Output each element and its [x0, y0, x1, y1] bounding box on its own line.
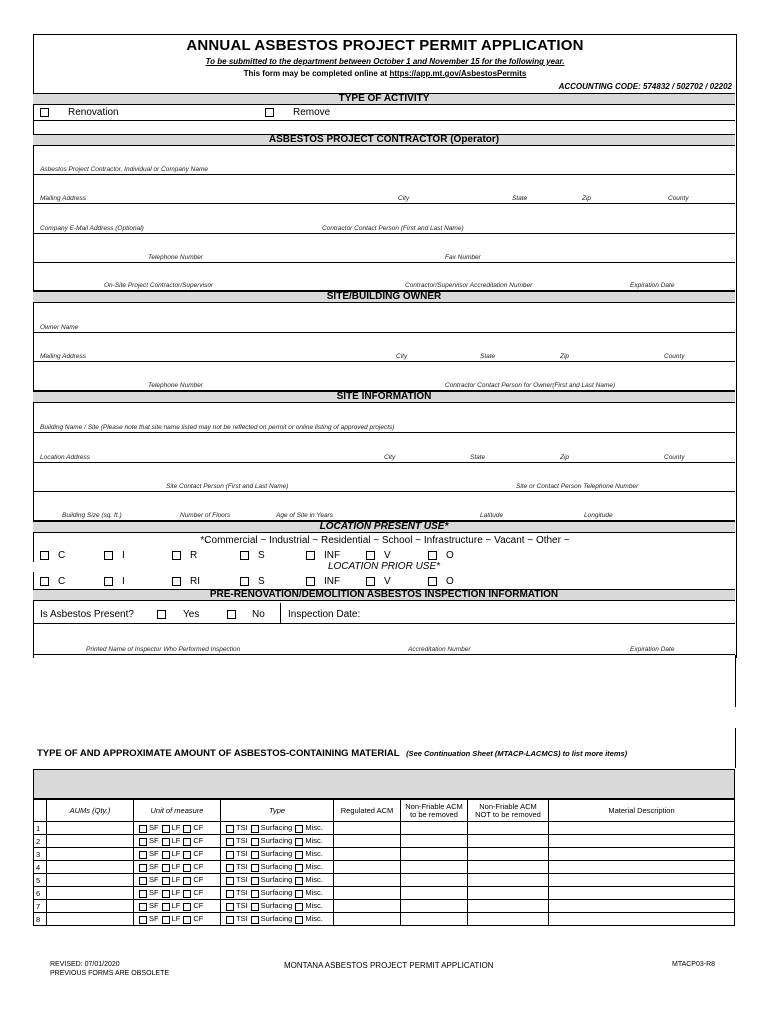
type-label: Misc.: [305, 849, 323, 859]
row-number: 5: [34, 874, 47, 887]
type-label: Misc.: [305, 914, 323, 924]
row-number: 6: [34, 887, 47, 900]
aums-cell[interactable]: [47, 848, 134, 861]
floors-label: Number of Floors: [180, 512, 231, 519]
nonfriable-not-cell[interactable]: [468, 861, 549, 874]
revised-date: REVISED: 07/01/2020: [50, 961, 120, 968]
type-cell: [221, 835, 334, 848]
inspector-name-label: Printed Name of Inspector Who Performed Inspection: [86, 646, 241, 653]
site-state-label: State: [470, 454, 486, 461]
present-checkbox-2[interactable]: [172, 551, 181, 560]
type-label: Surfacing: [260, 875, 293, 885]
acm-row: [34, 887, 735, 900]
row-number: 3: [34, 848, 47, 861]
regulated-cell[interactable]: [334, 887, 401, 900]
unit-checkbox[interactable]: [139, 903, 147, 911]
prior-option-label: V: [384, 576, 391, 587]
acm-note: (See Continuation Sheet (MTACP-LACMCS) to list more items): [406, 749, 628, 758]
unit-label: SF: [149, 901, 159, 911]
accounting-code: ACCOUNTING CODE: 574832 / 502702 / 02202: [558, 82, 732, 91]
prior-checkbox-3[interactable]: [240, 577, 249, 586]
acm-heading: TYPE OF AND APPROXIMATE AMOUNT OF ASBESTOS-CONTAINING MATERIAL: [37, 748, 400, 759]
supervisor-expiration-label: Expiration Date: [630, 282, 675, 289]
contractor-mailing-label: Mailing Address: [40, 195, 87, 202]
unit-cell: [134, 835, 221, 848]
present-option-label: S: [258, 550, 265, 561]
present-checkbox-0[interactable]: [40, 551, 49, 560]
unit-label: LF: [171, 849, 181, 859]
description-cell[interactable]: [549, 848, 735, 861]
unit-checkbox[interactable]: [139, 864, 147, 872]
nonfriable-not-cell[interactable]: [468, 822, 549, 835]
unit-label: CF: [193, 862, 204, 872]
online-note: [0, 69, 770, 78]
description-cell[interactable]: [549, 913, 735, 926]
row-number: 4: [34, 861, 47, 874]
unit-checkbox[interactable]: [162, 903, 170, 911]
type-cell: [221, 913, 334, 926]
type-cell: [221, 848, 334, 861]
unit-label: SF: [149, 823, 159, 833]
unit-checkbox[interactable]: [162, 864, 170, 872]
prior-option-label: C: [58, 576, 66, 587]
aums-cell[interactable]: [47, 887, 134, 900]
asbestos-no-label: No: [252, 609, 265, 620]
contractor-email-label: Company E-Mail Address (Optional): [40, 225, 144, 232]
unit-label: CF: [193, 836, 204, 846]
unit-checkbox[interactable]: [162, 890, 170, 898]
asbestos-yes-label: Yes: [183, 609, 200, 620]
type-label: TSI: [236, 836, 248, 846]
acm-shaded-bar: [33, 769, 735, 799]
type-cell: [221, 874, 334, 887]
unit-checkbox[interactable]: [183, 890, 191, 898]
unit-label: LF: [171, 862, 181, 872]
nonfriable-not-cell[interactable]: [468, 913, 549, 926]
type-label: Misc.: [305, 901, 323, 911]
owner-name-label: Owner Name: [40, 324, 79, 331]
owner-phone-label: Telephone Number: [148, 382, 204, 389]
unit-label: CF: [193, 875, 204, 885]
type-label: Surfacing: [260, 849, 293, 859]
acm-row: [34, 835, 735, 848]
building-size-label: Building Size (sq. ft.): [62, 512, 122, 519]
type-label: Surfacing: [260, 888, 293, 898]
present-option-label: C: [58, 550, 66, 561]
unit-checkbox[interactable]: [183, 851, 191, 859]
unit-checkbox[interactable]: [183, 877, 191, 885]
owner-mailing-label: Mailing Address: [40, 353, 87, 360]
description-cell[interactable]: [549, 900, 735, 913]
acm-row: [34, 913, 735, 926]
type-label: Surfacing: [260, 914, 293, 924]
field-line: [33, 262, 735, 263]
unit-checkbox[interactable]: [139, 838, 147, 846]
present-option-label: R: [190, 550, 198, 561]
regulated-cell[interactable]: [334, 874, 401, 887]
present-checkbox-5[interactable]: [366, 551, 375, 560]
nonfriable-not-cell[interactable]: [468, 887, 549, 900]
regulated-cell[interactable]: [334, 848, 401, 861]
age-label: Age of Site in Years: [276, 512, 333, 519]
unit-cell: [134, 861, 221, 874]
prior-checkbox-0[interactable]: [40, 577, 49, 586]
unit-checkbox[interactable]: [183, 864, 191, 872]
type-checkbox[interactable]: [251, 838, 259, 846]
type-label: Misc.: [305, 875, 323, 885]
description-cell[interactable]: [549, 861, 735, 874]
type-checkbox[interactable]: [226, 864, 234, 872]
unit-label: CF: [193, 901, 204, 911]
online-link[interactable]: https://app.mt.gov/AsbestosPermits: [389, 69, 527, 78]
owner-zip-label: Zip: [560, 353, 570, 360]
present-checkbox-3[interactable]: [240, 551, 249, 560]
unit-cell: [134, 822, 221, 835]
prior-checkbox-2[interactable]: [172, 577, 181, 586]
field-line: [33, 332, 735, 333]
type-checkbox[interactable]: [295, 916, 303, 924]
field-line: [33, 462, 735, 463]
unit-checkbox[interactable]: [183, 825, 191, 833]
type-checkbox[interactable]: [295, 890, 303, 898]
contractor-fax-label: Fax Number: [445, 254, 481, 261]
type-cell: [221, 887, 334, 900]
description-cell[interactable]: [549, 835, 735, 848]
divider: [280, 603, 281, 623]
type-checkbox[interactable]: [226, 877, 234, 885]
unit-checkbox[interactable]: [183, 903, 191, 911]
field-line: [33, 432, 735, 433]
nonfriable-removed-cell[interactable]: [401, 874, 468, 887]
divider: [735, 655, 736, 707]
type-cell: [221, 861, 334, 874]
prior-checkbox-5[interactable]: [366, 577, 375, 586]
col-regulated: Regulated ACM: [334, 800, 401, 822]
inspector-accreditation-label: Accreditation Number: [408, 646, 471, 653]
col-description: Material Description: [549, 800, 735, 822]
row-number: 8: [34, 913, 47, 926]
unit-checkbox[interactable]: [162, 838, 170, 846]
unit-label: SF: [149, 862, 159, 872]
contractor-contact-label: Contractor Contact Person (First and Last Name): [322, 225, 464, 232]
nonfriable-removed-cell[interactable]: [401, 887, 468, 900]
regulated-cell[interactable]: [334, 913, 401, 926]
owner-contact-label: Contractor Contact Person for Owner(First and Last Name): [445, 382, 616, 389]
prior-option-label: RI: [190, 576, 200, 587]
field-line: [33, 203, 735, 204]
latitude-label: Latitude: [480, 512, 504, 519]
unit-cell: [134, 848, 221, 861]
acm-header-row: [34, 800, 735, 822]
owner-heading: SITE/BUILDING OWNER: [33, 291, 735, 303]
unit-checkbox[interactable]: [139, 825, 147, 833]
form-code: MTACP03-R8: [672, 961, 716, 968]
acm-row: [34, 861, 735, 874]
unit-label: LF: [171, 914, 181, 924]
unit-label: CF: [193, 888, 204, 898]
activity-heading: TYPE OF ACTIVITY: [33, 93, 735, 105]
online-prefix: This form may be completed online at: [243, 69, 388, 78]
inspection-heading: PRE-RENOVATION/DEMOLITION ASBESTOS INSPECTION INFORMATION: [33, 589, 735, 601]
unit-label: SF: [149, 875, 159, 885]
col-nonfriable-removed-line2: to be removed: [410, 809, 458, 819]
type-label: Surfacing: [260, 836, 293, 846]
type-cell: [221, 900, 334, 913]
aums-cell[interactable]: [47, 874, 134, 887]
type-checkbox[interactable]: [295, 864, 303, 872]
prior-checkbox-6[interactable]: [428, 577, 437, 586]
site-zip-label: Zip: [560, 454, 570, 461]
unit-checkbox[interactable]: [162, 825, 170, 833]
site-contact-label: Site Contact Person (First and Last Name): [166, 483, 289, 490]
field-line: [33, 491, 735, 492]
unit-checkbox[interactable]: [139, 916, 147, 924]
unit-label: CF: [193, 823, 204, 833]
type-label: TSI: [236, 823, 248, 833]
unit-label: SF: [149, 836, 159, 846]
col-nonfriable-not-line1: Non-Friable ACM: [479, 801, 537, 811]
nonfriable-removed-cell[interactable]: [401, 900, 468, 913]
divider: [735, 728, 736, 768]
present-option-label: I: [122, 550, 125, 561]
present-option-label: O: [446, 550, 454, 561]
col-nonfriable-not-line2: NOT to be removed: [475, 809, 541, 819]
field-line: [33, 361, 735, 362]
remove-label: Remove: [293, 107, 331, 118]
acm-row: [34, 874, 735, 887]
unit-label: CF: [193, 849, 204, 859]
type-checkbox[interactable]: [251, 903, 259, 911]
unit-cell: [134, 913, 221, 926]
type-label: TSI: [236, 862, 248, 872]
asbestos-present-question: Is Asbestos Present?: [40, 609, 134, 620]
obsolete-note: PREVIOUS FORMS ARE OBSOLETE: [50, 970, 170, 977]
inspector-expiration-label: Expiration Date: [630, 646, 675, 653]
description-cell[interactable]: [549, 822, 735, 835]
unit-checkbox[interactable]: [139, 851, 147, 859]
type-checkbox[interactable]: [251, 890, 259, 898]
nonfriable-removed-cell[interactable]: [401, 822, 468, 835]
unit-label: LF: [171, 823, 181, 833]
acm-table: [33, 799, 735, 926]
type-label: TSI: [236, 849, 248, 859]
aums-cell[interactable]: [47, 861, 134, 874]
field-line: [33, 174, 735, 175]
type-checkbox[interactable]: [226, 851, 234, 859]
nonfriable-not-cell[interactable]: [468, 900, 549, 913]
nonfriable-removed-cell[interactable]: [401, 835, 468, 848]
nonfriable-removed-cell[interactable]: [401, 913, 468, 926]
unit-checkbox[interactable]: [183, 916, 191, 924]
regulated-cell[interactable]: [334, 861, 401, 874]
type-checkbox[interactable]: [226, 916, 234, 924]
nonfriable-not-cell[interactable]: [468, 848, 549, 861]
prior-checkbox-1[interactable]: [104, 577, 113, 586]
col-nonfriable-removed: [401, 800, 468, 822]
prior-checkbox-4[interactable]: [306, 577, 315, 586]
type-checkbox[interactable]: [251, 916, 259, 924]
supervisor-accreditation-label: Contractor/Supervisor Accreditation Number: [405, 282, 533, 289]
unit-checkbox[interactable]: [162, 851, 170, 859]
field-line: [33, 623, 735, 624]
type-label: Surfacing: [260, 901, 293, 911]
unit-checkbox[interactable]: [162, 877, 170, 885]
unit-label: SF: [149, 849, 159, 859]
regulated-cell[interactable]: [334, 835, 401, 848]
longitude-label: Longitude: [584, 512, 613, 519]
aums-cell[interactable]: [47, 835, 134, 848]
description-cell[interactable]: [549, 874, 735, 887]
field-line: [33, 233, 735, 234]
type-checkbox[interactable]: [251, 864, 259, 872]
footer-title: MONTANA ASBESTOS PROJECT PERMIT APPLICATION: [284, 961, 494, 970]
supervisor-label: On-Site Project Contractor/Supervisor: [104, 282, 214, 289]
present-checkbox-6[interactable]: [428, 551, 437, 560]
acm-row: [34, 900, 735, 913]
owner-city-label: City: [396, 353, 408, 360]
regulated-cell[interactable]: [334, 822, 401, 835]
prior-use-options: [40, 576, 730, 587]
aums-cell[interactable]: [47, 913, 134, 926]
present-option-label: INF: [324, 550, 341, 561]
unit-cell: [134, 900, 221, 913]
submit-note: To be submitted to the department between October 1 and November 15 for the following year.: [205, 57, 565, 66]
unit-checkbox[interactable]: [139, 890, 147, 898]
unit-label: LF: [171, 836, 181, 846]
location-address-label: Location Address: [40, 454, 90, 461]
form-title: ANNUAL ASBESTOS PROJECT PERMIT APPLICATION: [186, 37, 584, 54]
unit-cell: [134, 874, 221, 887]
prior-option-label: INF: [324, 576, 341, 587]
col-nonfriable-not: [468, 800, 549, 822]
present-use-heading: LOCATION PRESENT USE*: [33, 521, 735, 533]
unit-cell: [134, 887, 221, 900]
row-number: 2: [34, 835, 47, 848]
use-legend: *Commercial ~ Industrial ~ Residential ~ School ~ Infrastructure ~ Vacant ~ Other ~: [200, 535, 570, 546]
asbestos-no-checkbox[interactable]: [227, 610, 236, 619]
type-label: TSI: [236, 875, 248, 885]
type-label: Misc.: [305, 862, 323, 872]
type-checkbox[interactable]: [226, 838, 234, 846]
col-type: Type: [221, 800, 334, 822]
type-label: TSI: [236, 901, 248, 911]
unit-label: LF: [171, 901, 181, 911]
type-label: Surfacing: [260, 823, 293, 833]
site-city-label: City: [384, 454, 396, 461]
type-label: TSI: [236, 914, 248, 924]
owner-county-label: County: [664, 353, 685, 360]
type-cell: [221, 822, 334, 835]
present-option-label: V: [384, 550, 391, 561]
prior-option-label: S: [258, 576, 265, 587]
contractor-city-label: City: [398, 195, 410, 202]
prior-option-label: O: [446, 576, 454, 587]
site-county-label: County: [664, 454, 685, 461]
unit-label: LF: [171, 875, 181, 885]
type-checkbox[interactable]: [295, 825, 303, 833]
renovation-checkbox[interactable]: [40, 108, 49, 117]
divider: [33, 120, 735, 121]
unit-checkbox[interactable]: [162, 916, 170, 924]
contractor-heading: ASBESTOS PROJECT CONTRACTOR (Operator): [33, 134, 735, 146]
unit-checkbox[interactable]: [139, 877, 147, 885]
asbestos-yes-checkbox[interactable]: [157, 610, 166, 619]
type-checkbox[interactable]: [295, 851, 303, 859]
type-checkbox[interactable]: [295, 877, 303, 885]
nonfriable-removed-cell[interactable]: [401, 861, 468, 874]
acm-row: [34, 848, 735, 861]
owner-state-label: State: [480, 353, 496, 360]
nonfriable-not-cell[interactable]: [468, 874, 549, 887]
type-label: Misc.: [305, 836, 323, 846]
type-checkbox[interactable]: [295, 838, 303, 846]
building-name-label: Building Name / Site (Please note that site name listed may not be reflected on permit or online listing of approved projects): [40, 424, 395, 431]
aums-cell[interactable]: [47, 822, 134, 835]
inspection-date-label: Inspection Date:: [288, 609, 361, 620]
contractor-county-label: County: [668, 195, 689, 202]
site-heading: SITE INFORMATION: [33, 391, 735, 403]
present-checkbox-1[interactable]: [104, 551, 113, 560]
regulated-cell[interactable]: [334, 900, 401, 913]
type-checkbox[interactable]: [226, 903, 234, 911]
type-label: Misc.: [305, 823, 323, 833]
unit-label: LF: [171, 888, 181, 898]
contractor-state-label: State: [512, 195, 528, 202]
present-use-options: [40, 550, 730, 561]
site-contact-phone-label: Site or Contact Person Telephone Number: [516, 483, 639, 490]
unit-label: SF: [149, 914, 159, 924]
type-checkbox[interactable]: [295, 903, 303, 911]
type-checkbox[interactable]: [226, 890, 234, 898]
col-unit: Unit of measure: [134, 800, 221, 822]
nonfriable-removed-cell[interactable]: [401, 848, 468, 861]
row-number: 1: [34, 822, 47, 835]
type-label: Misc.: [305, 888, 323, 898]
type-checkbox[interactable]: [251, 851, 259, 859]
acm-heading-line: [37, 748, 627, 759]
type-checkbox[interactable]: [226, 825, 234, 833]
contractor-phone-label: Telephone Number: [148, 254, 204, 261]
contractor-zip-label: Zip: [582, 195, 592, 202]
description-cell[interactable]: [549, 887, 735, 900]
type-label: TSI: [236, 888, 248, 898]
unit-checkbox[interactable]: [183, 838, 191, 846]
nonfriable-not-cell[interactable]: [468, 835, 549, 848]
prior-option-label: I: [122, 576, 125, 587]
prior-use-heading: LOCATION PRIOR USE*: [33, 562, 735, 572]
aums-cell[interactable]: [47, 900, 134, 913]
acm-row: [34, 822, 735, 835]
type-checkbox[interactable]: [251, 877, 259, 885]
col-nonfriable-removed-line1: Non-Friable ACM: [405, 801, 463, 811]
type-label: Surfacing: [260, 862, 293, 872]
contractor-name-label: Asbestos Project Contractor, Individual or Company Name: [40, 166, 208, 173]
unit-label: SF: [149, 888, 159, 898]
present-checkbox-4[interactable]: [306, 551, 315, 560]
field-line: [33, 654, 735, 655]
renovation-label: Renovation: [68, 107, 119, 118]
unit-label: CF: [193, 914, 204, 924]
row-number: 7: [34, 900, 47, 913]
col-aums: AUMs (Qty.): [47, 800, 134, 822]
type-checkbox[interactable]: [251, 825, 259, 833]
remove-checkbox[interactable]: [265, 108, 274, 117]
